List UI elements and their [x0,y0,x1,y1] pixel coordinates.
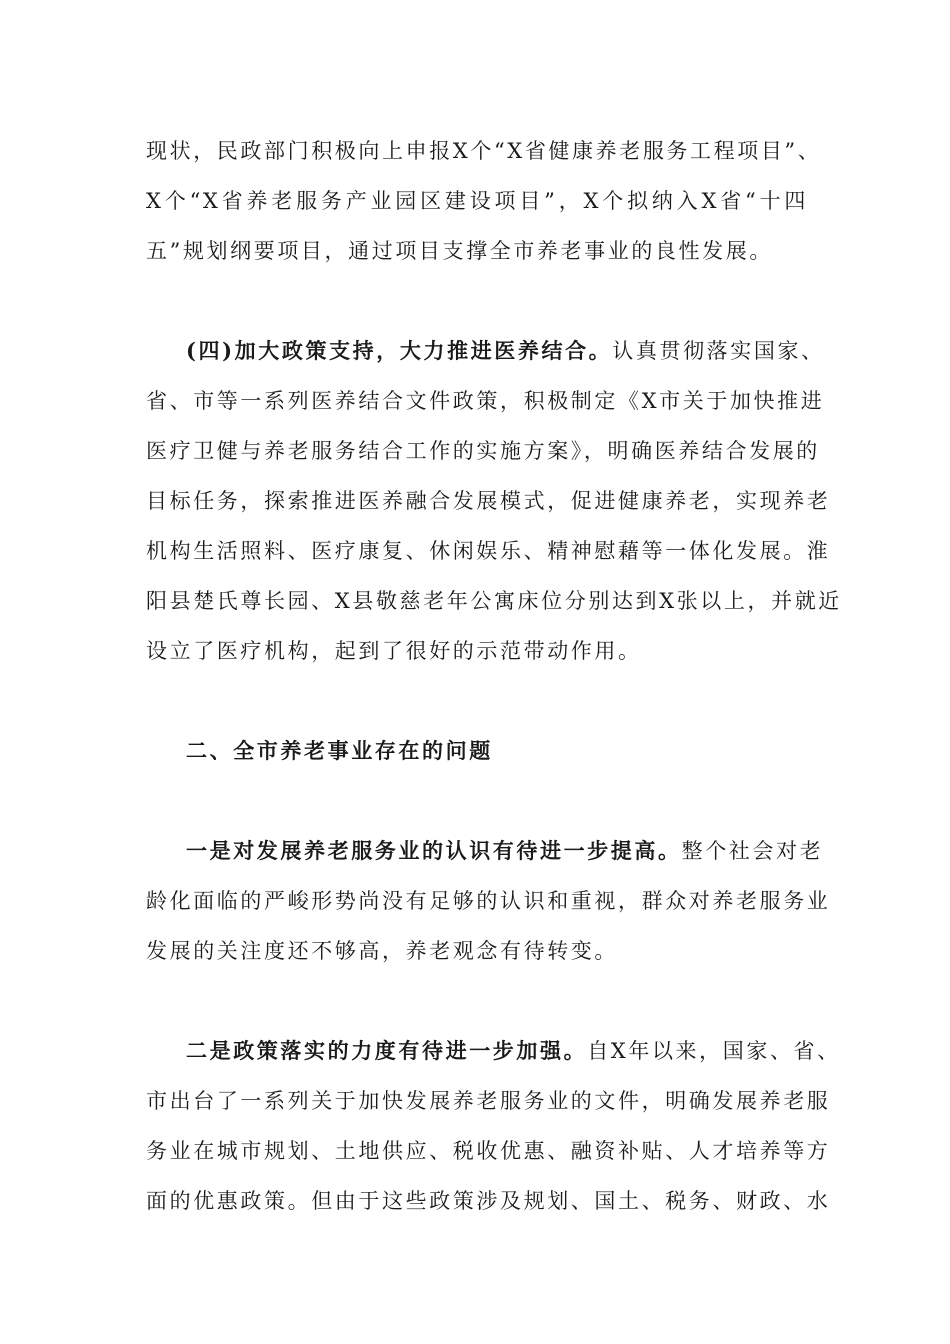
paragraph-2-line-7: 设立了医疗机构，起到了很好的示范带动作用。 [146,639,642,663]
paragraph-1-line-1: 现状，民政部门积极向上申报X个“X省健康养老服务工程项目”、 [146,139,822,163]
paragraph-3-line-1 [186,836,824,866]
paragraph-2-line-4: 目标任务，探索推进医养融合发展模式，促进健康养老，实现养老 [146,489,831,513]
paragraph-2-line-3: 医疗卫健与养老服务结合工作的实施方案》，明确医养结合发展的 [146,439,820,463]
paragraph-3-line-2: 龄化面临的严峻形势尚没有足够的认识和重视，群众对养老服务业 [146,889,831,913]
paragraph-2-line-6: 阳县楚氏尊长园、X县敬慈老年公寓床位分别达到X张以上，并就近 [146,589,842,613]
paragraph-3-line-3: 发展的关注度还不够高，养老观念有待转变。 [146,939,618,963]
paragraph-2-first-rest: 认真贯彻落实国家、 [612,339,825,363]
section-heading: 二、全市养老事业存在的问题 [186,738,493,763]
paragraph-1-line-3: 五”规划纲要项目，通过项目支撑全市养老事业的良性发展。 [146,239,773,263]
paragraph-2-line-5: 机构生活照料、医疗康复、休闲娱乐、精神慰藉等一体化发展。淮 [146,539,831,563]
paragraph-4-line-3: 务业在城市规划、土地供应、税收优惠、融资补贴、人才培养等方 [146,1139,831,1163]
paragraph-3-heading: 一是对发展养老服务业的认识有待进一步提高。 [186,838,682,863]
paragraph-4-heading: 二是政策落实的力度有待进一步加强。 [186,1038,588,1063]
paragraph-2-heading: (四)加大政策支持，大力推进医养结合。 [186,338,613,363]
paragraph-4-line-4: 面的优惠政策。但由于这些政策涉及规划、国土、税务、财政、水 [146,1189,831,1213]
paragraph-2-line-1 [186,336,825,366]
paragraph-4-line-1 [186,1036,841,1066]
paragraph-1-line-2: X个“X省养老服务产业园区建设项目”，X个拟纳入X省“十四 [146,189,808,213]
paragraph-4-first-rest: 自X年以来，国家、省、 [587,1039,841,1063]
paragraph-3-first-rest: 整个社会对老 [681,839,824,863]
paragraph-4-line-2: 市出台了一系列关于加快发展养老服务业的文件，明确发展养老服 [146,1089,831,1113]
paragraph-2-line-2: 省、市等一系列医养结合文件政策，积极制定《X市关于加快推进 [146,389,825,413]
